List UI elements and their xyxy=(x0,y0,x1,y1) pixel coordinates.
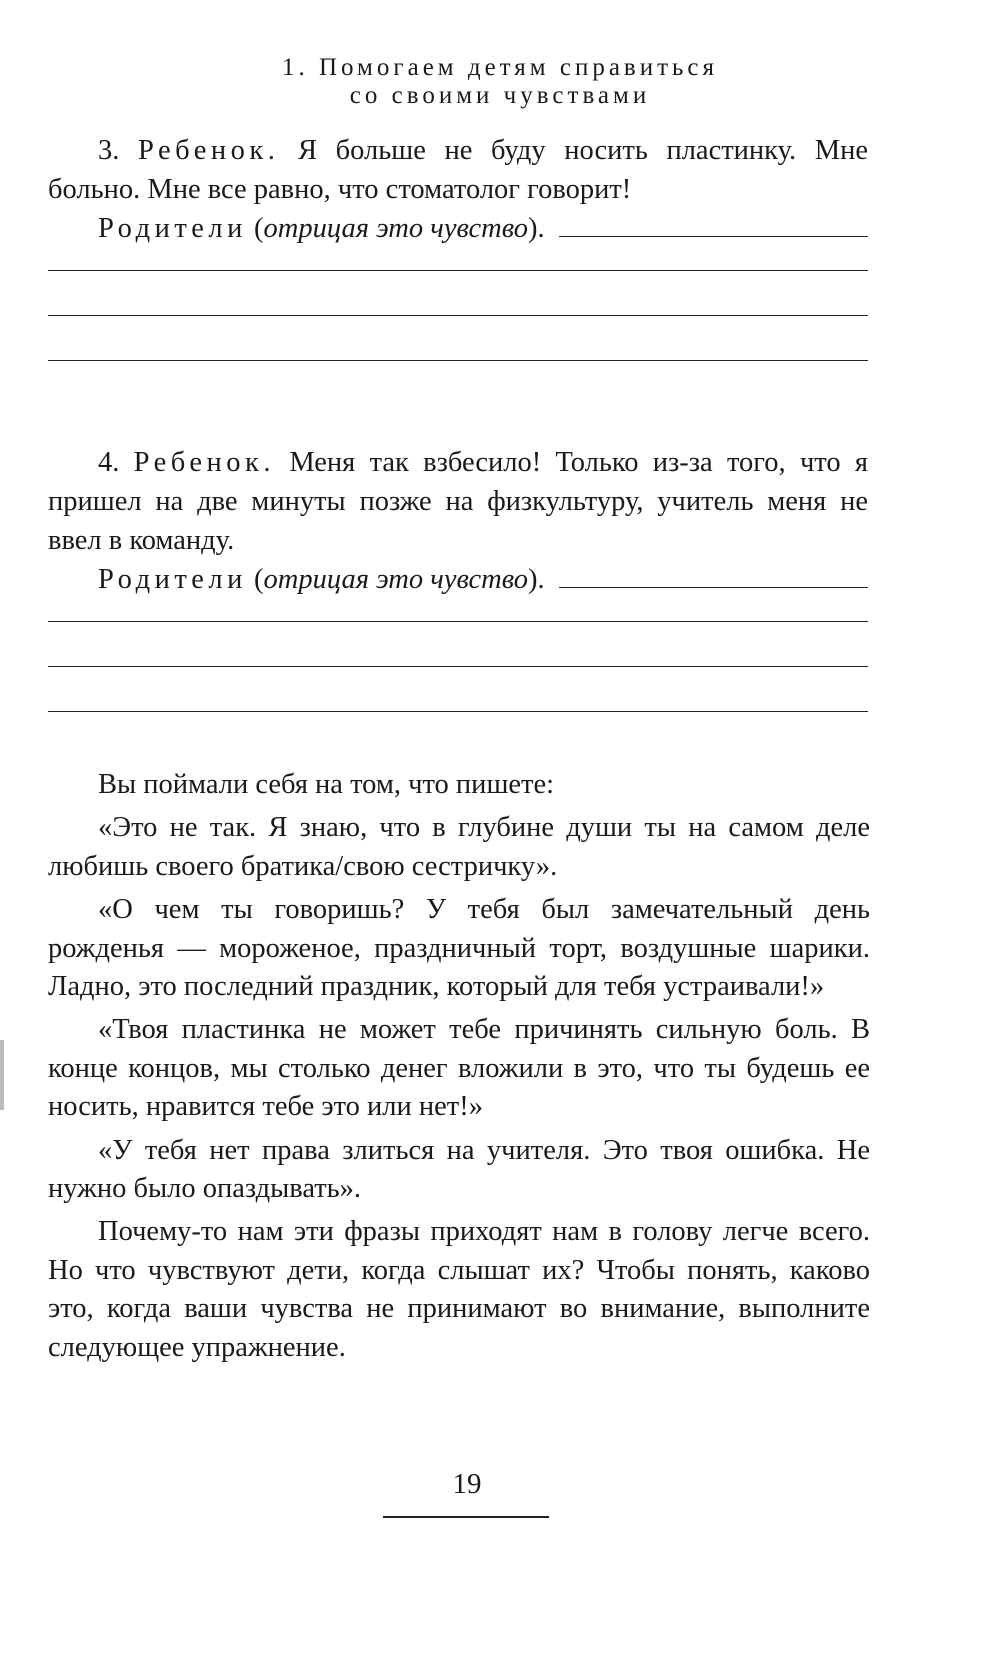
header-line-1: 1. Помогаем детям справиться xyxy=(281,54,719,81)
exercise-4-answer-line-3[interactable] xyxy=(48,711,868,712)
page-number-rule xyxy=(383,1516,549,1518)
exercise-4-parent-line: Родители ( отрицая это чувство ). xyxy=(48,560,868,599)
exercise-3-number: 3. xyxy=(98,135,120,166)
paragraph-quote-3: «Твоя пластинка не может тебе причинять сильную боль. В конце концов, мы столько денег вложили в это, что ты будешь ее носить, нравится тебе это или нет!» xyxy=(48,1014,870,1123)
exercise-4-speaker: Ребенок. xyxy=(133,447,276,478)
paragraph-intro: Вы поймали себя на том, что пишете: xyxy=(98,769,555,800)
paragraph-quote-1: «Это не так. Я знаю, что в глубине души ты на самом деле любишь своего братика/свою сестричку». xyxy=(48,812,870,882)
paragraph-conclusion: Почему-то нам эти фразы приходят нам в голову легче всего. Но что чувствуют дети, когда слышат их? Чтобы понять, каково это, когда ваши чувства не принимают во внимание, выполните следующее упражнение. xyxy=(48,1216,870,1363)
exercise-4-parent-hint: отрицая это чувство xyxy=(263,564,528,595)
exercise-4-answer-line-2[interactable] xyxy=(48,666,868,667)
exercise-3 xyxy=(48,131,868,361)
exercise-3-text: Я больше не буду носить пластинку. Мне больно. Мне все равно, что стоматолог говорит! xyxy=(48,135,869,205)
exercise-3-answer-line-2[interactable] xyxy=(48,315,868,316)
exercise-3-answer-blank[interactable] xyxy=(559,212,868,237)
scan-smudge xyxy=(0,1040,4,1110)
exercise-3-parent-hint: отрицая это чувство xyxy=(263,213,528,244)
exercise-3-answer-line-1[interactable] xyxy=(48,270,868,271)
exercise-4-number: 4. xyxy=(98,447,120,478)
page-number: 19 xyxy=(452,1468,482,1500)
paragraph-quote-4: «У тебя нет права злиться на учителя. Это твоя ошибка. Не нужно было опаздывать». xyxy=(48,1134,870,1205)
exercise-4-parent-label: Родители xyxy=(98,564,247,595)
exercise-4-answer-line-1[interactable] xyxy=(48,621,868,622)
exercise-3-speaker: Ребенок. xyxy=(138,135,280,166)
exercise-3-child-line xyxy=(48,131,868,209)
header-line-2: со своими чувствами xyxy=(349,82,651,109)
exercise-3-parent-line: Родители ( отрицая это чувство ). xyxy=(48,209,868,248)
exercise-4-child-line xyxy=(48,443,868,560)
body-text xyxy=(48,766,870,1372)
exercise-4 xyxy=(48,443,868,712)
exercise-3-answer-line-3[interactable] xyxy=(48,360,868,361)
exercise-4-text: Меня так взбесило! Только из-за того, что я пришел на две минуты позже на физкультуру, учитель меня не ввел в команду. xyxy=(48,447,868,556)
exercise-3-parent-label: Родители xyxy=(98,213,247,244)
paragraph-quote-2: «О чем ты говоришь? У тебя был замечательный день рожденья — мороженое, праздничный торт, воздушные шарики. Ладно, это последний праздник, который для тебя устраивали!» xyxy=(48,894,870,1003)
running-header xyxy=(0,54,1000,110)
exercise-4-answer-blank[interactable] xyxy=(559,563,868,588)
